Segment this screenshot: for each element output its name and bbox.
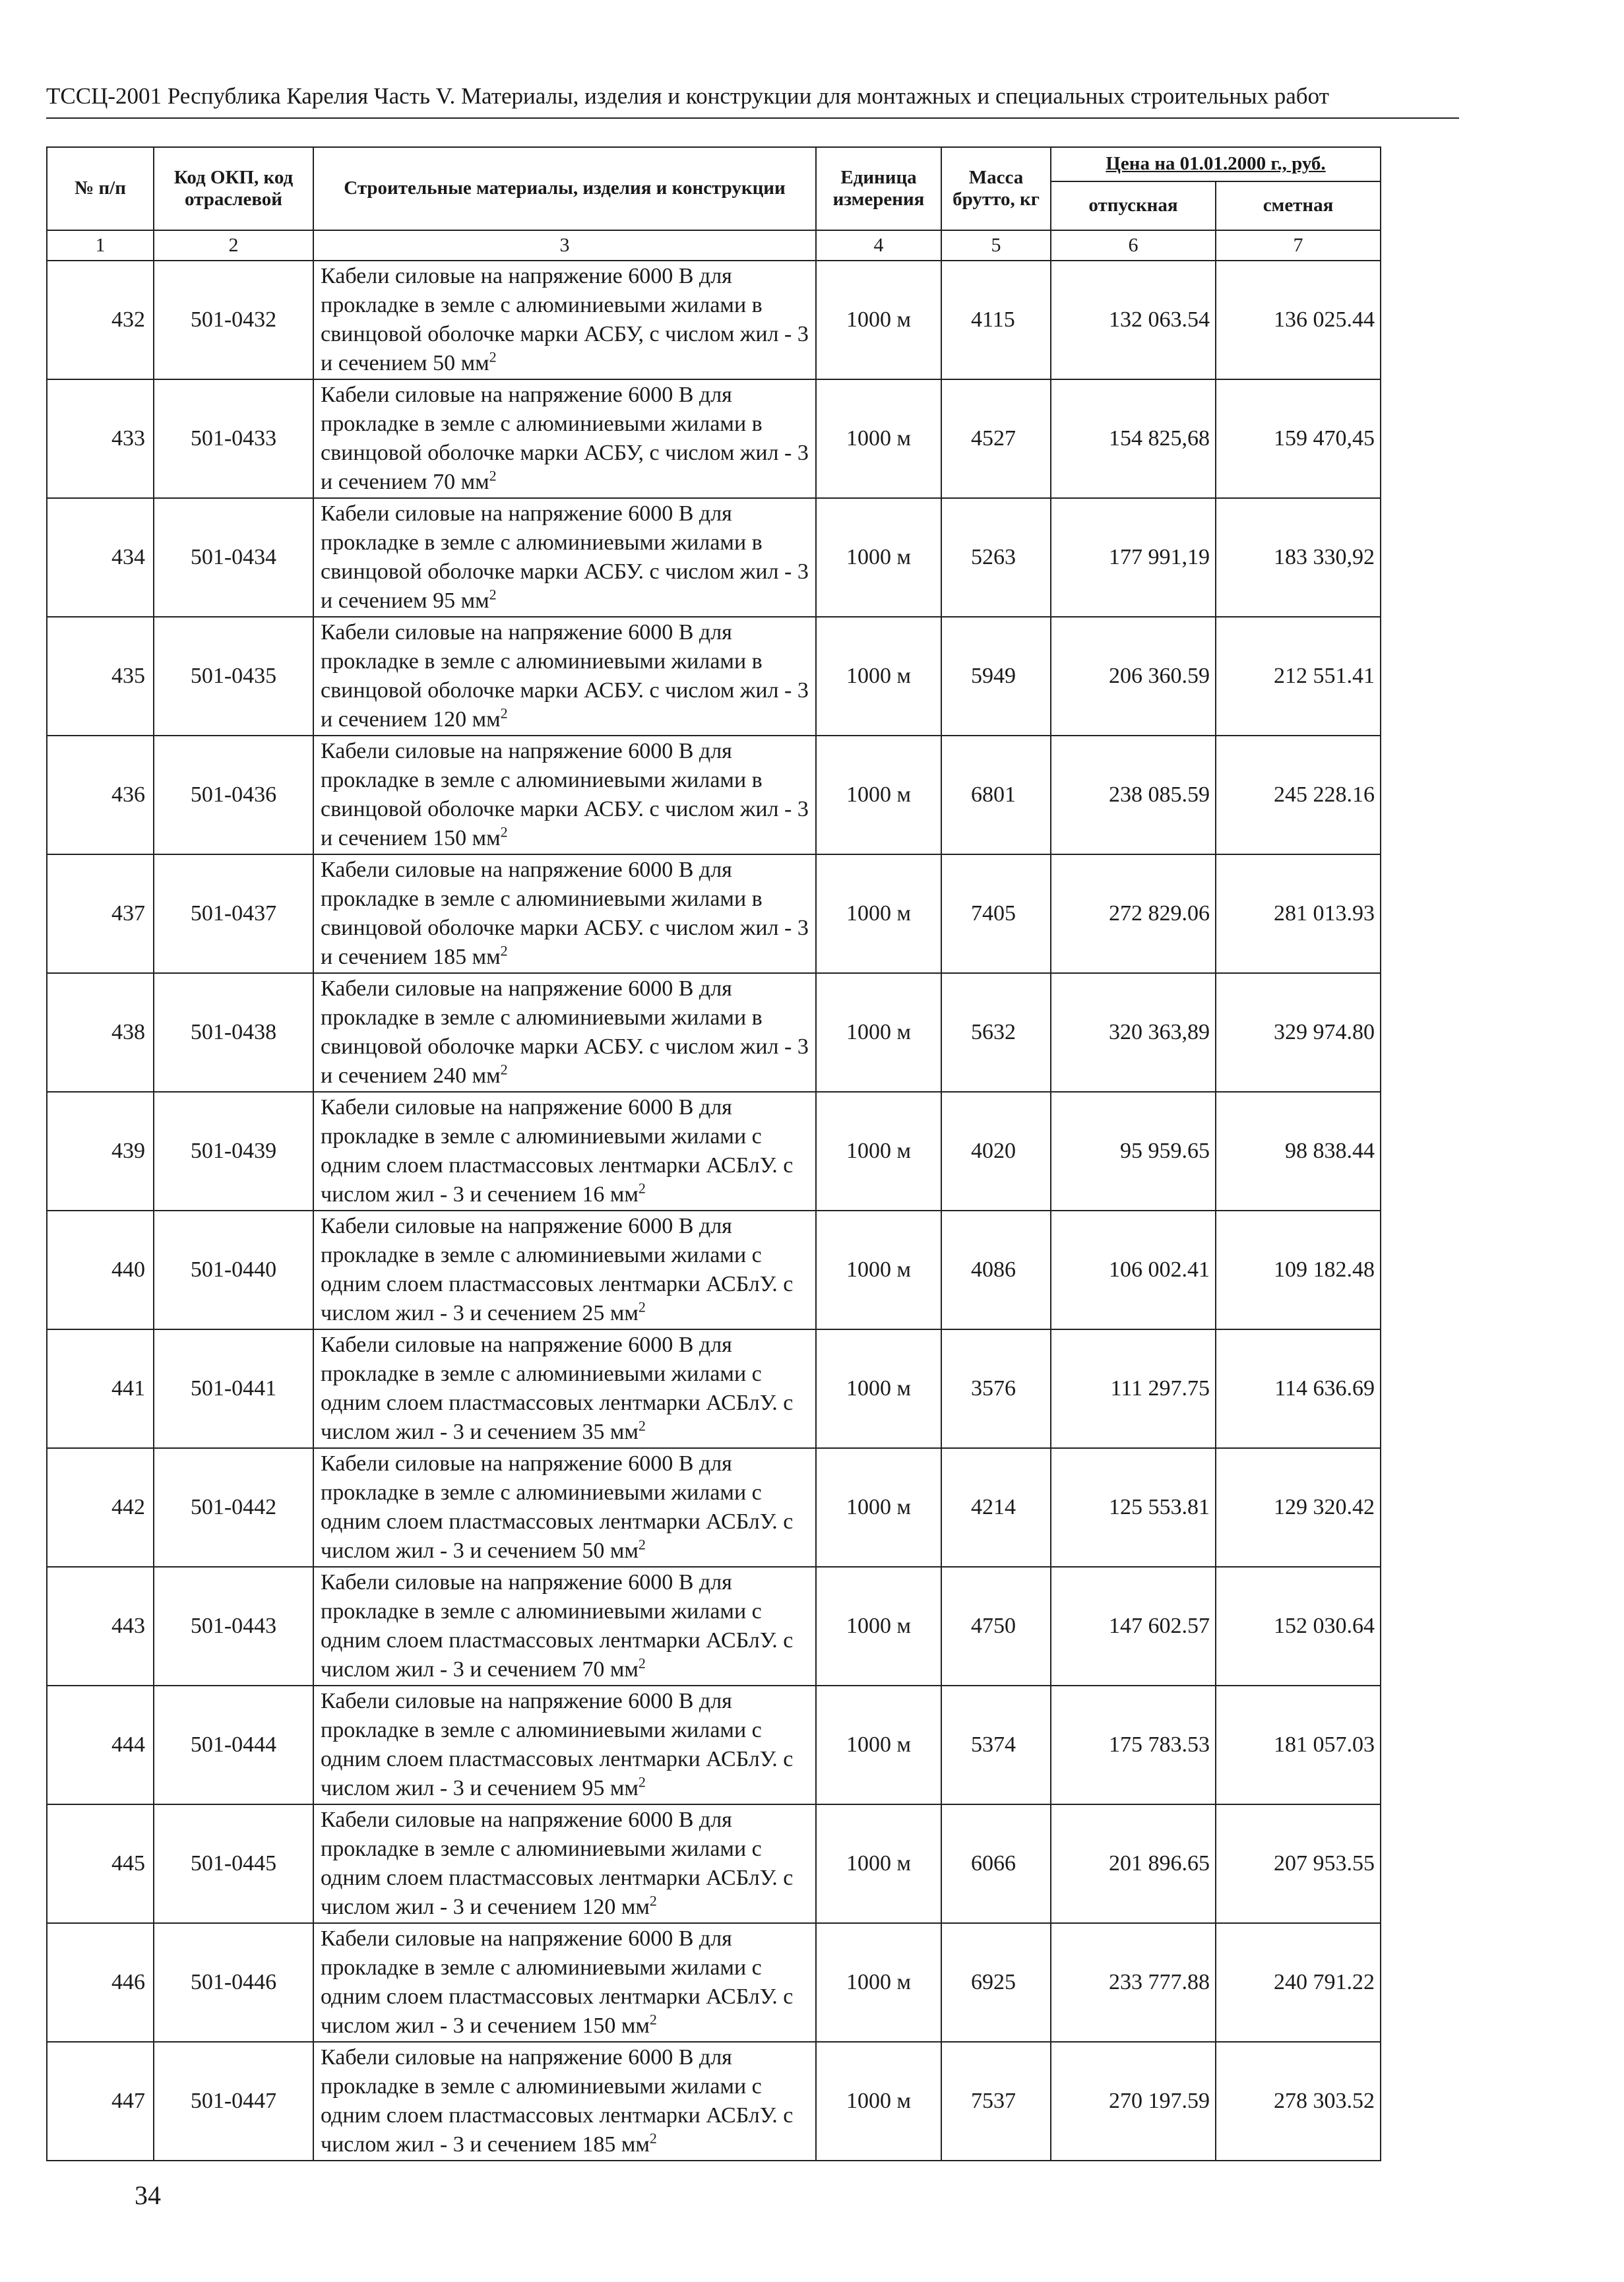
cell-number: 445 [47, 1804, 154, 1923]
table-row [47, 379, 1381, 498]
description-text: Кабели силовые на напряжение 6000 В для прокладке в земле с алюминиевыми жилами в свинцовой оболочке марки АСБУ. с числом жил - 3 и сечением 185 мм [321, 858, 809, 969]
cell-description [313, 1329, 816, 1448]
superscript-squared: 2 [500, 705, 508, 722]
superscript-squared: 2 [638, 1773, 646, 1791]
description-text: Кабели силовые на напряжение 6000 В для прокладке в земле с алюминиевыми жилами в свинцовой оболочке марки АСБУ. с числом жил - 3 и сечением 150 мм [321, 739, 809, 850]
cell-unit: 1000 м [816, 973, 941, 1092]
superscript-squared: 2 [649, 2130, 657, 2147]
description-text: Кабели силовые на напряжение 6000 В для прокладке в земле с алюминиевыми жилами с одним слоем пластмассовых лентмарки АСБлУ. с числом жил - 3 и сечением 35 мм [321, 1333, 794, 1444]
cell-unit: 1000 м [816, 261, 941, 379]
cell-mass: 6925 [941, 1923, 1051, 2042]
column-number: 3 [313, 230, 816, 261]
cell-price-estimate: 98 838.44 [1216, 1092, 1381, 1211]
superscript-squared: 2 [649, 2011, 657, 2028]
cell-mass: 7405 [941, 854, 1051, 973]
cell-price-estimate: 109 182.48 [1216, 1211, 1381, 1329]
col-header-price-estimate: сметная [1216, 181, 1381, 230]
column-number-row [47, 230, 1381, 261]
cell-price-release: 177 991,19 [1051, 498, 1216, 617]
table-row [47, 1092, 1381, 1211]
cell-unit: 1000 м [816, 1448, 941, 1567]
cell-unit: 1000 м [816, 379, 941, 498]
cell-mass: 6801 [941, 736, 1051, 854]
cell-okp-code: 501-0439 [154, 1092, 313, 1211]
cell-number: 446 [47, 1923, 154, 2042]
description-text: Кабели силовые на напряжение 6000 В для прокладке в земле с алюминиевыми жилами с одним слоем пластмассовых лентмарки АСБлУ. с числом жил - 3 и сечением 16 мм [321, 1095, 794, 1207]
cell-number: 432 [47, 261, 154, 379]
cell-mass: 5632 [941, 973, 1051, 1092]
cell-number: 440 [47, 1211, 154, 1329]
cell-price-release: 154 825,68 [1051, 379, 1216, 498]
cell-unit: 1000 м [816, 498, 941, 617]
description-text: Кабели силовые на напряжение 6000 В для прокладке в земле с алюминиевыми жилами с одним слоем пластмассовых лентмарки АСБлУ. с числом жил - 3 и сечением 50 мм [321, 1451, 794, 1563]
cell-price-release: 111 297.75 [1051, 1329, 1216, 1448]
cell-price-estimate: 207 953.55 [1216, 1804, 1381, 1923]
cell-mass: 5949 [941, 617, 1051, 736]
column-number: 4 [816, 230, 941, 261]
header-divider [46, 117, 1459, 119]
description-text: Кабели силовые на напряжение 6000 В для прокладке в земле с алюминиевыми жилами с одним слоем пластмассовых лентмарки АСБлУ. с числом жил - 3 и сечением 70 мм [321, 1570, 794, 1682]
col-header-n: № п/п [47, 147, 154, 230]
cell-price-release: 95 959.65 [1051, 1092, 1216, 1211]
page-number: 34 [135, 2180, 161, 2210]
cell-number: 447 [47, 2042, 154, 2161]
col-header-unit: Единица измерения [816, 147, 941, 230]
cell-mass: 3576 [941, 1329, 1051, 1448]
description-text: Кабели силовые на напряжение 6000 В для прокладке в земле с алюминиевыми жилами с одним слоем пластмассовых лентмарки АСБлУ. с числом жил - 3 и сечением 95 мм [321, 1689, 794, 1800]
description-text: Кабели силовые на напряжение 6000 В для прокладке в земле с алюминиевыми жилами с одним слоем пластмассовых лентмарки АСБлУ. с числом жил - 3 и сечением 150 мм [321, 1926, 794, 2038]
description-text: Кабели силовые на напряжение 6000 В для прокладке в земле с алюминиевыми жилами с одним слоем пластмассовых лентмарки АСБлУ. с числом жил - 3 и сечением 185 мм [321, 2045, 794, 2157]
cell-mass: 6066 [941, 1804, 1051, 1923]
cell-price-estimate: 152 030.64 [1216, 1567, 1381, 1686]
cell-price-estimate: 114 636.69 [1216, 1329, 1381, 1448]
cell-price-estimate: 278 303.52 [1216, 2042, 1381, 2161]
description-text: Кабели силовые на напряжение 6000 В для прокладке в земле с алюминиевыми жилами в свинцовой оболочке марки АСБУ, с числом жил - 3 и сечением 50 мм [321, 264, 809, 375]
cell-number: 444 [47, 1686, 154, 1804]
superscript-squared: 2 [489, 467, 497, 484]
cell-price-release: 320 363,89 [1051, 973, 1216, 1092]
cell-okp-code: 501-0442 [154, 1448, 313, 1567]
col-header-mass: Масса брутто, кг [941, 147, 1051, 230]
superscript-squared: 2 [500, 823, 508, 840]
column-number: 1 [47, 230, 154, 261]
table-row [47, 1567, 1381, 1686]
description-text: Кабели силовые на напряжение 6000 В для прокладке в земле с алюминиевыми жилами в свинцовой оболочке марки АСБУ. с числом жил - 3 и сечением 240 мм [321, 976, 809, 1088]
cell-price-estimate: 183 330,92 [1216, 498, 1381, 617]
col-header-desc: Строительные материалы, изделия и конструкции [313, 147, 816, 230]
superscript-squared: 2 [638, 1655, 646, 1672]
cell-unit: 1000 м [816, 1686, 941, 1804]
cell-price-release: 206 360.59 [1051, 617, 1216, 736]
cell-price-estimate: 245 228.16 [1216, 736, 1381, 854]
superscript-squared: 2 [638, 1417, 646, 1434]
description-text: Кабели силовые на напряжение 6000 В для прокладке в земле с алюминиевыми жилами в свинцовой оболочке марки АСБУ. с числом жил - 3 и сечением 120 мм [321, 620, 809, 732]
cell-description [313, 1923, 816, 2042]
col-header-price-group: Цена на 01.01.2000 г., руб. [1051, 147, 1381, 181]
cell-price-release: 132 063.54 [1051, 261, 1216, 379]
cell-number: 434 [47, 498, 154, 617]
superscript-squared: 2 [638, 1298, 646, 1315]
cell-okp-code: 501-0441 [154, 1329, 313, 1448]
table-row [47, 1448, 1381, 1567]
column-number: 5 [941, 230, 1051, 261]
cell-okp-code: 501-0440 [154, 1211, 313, 1329]
cell-mass: 4020 [941, 1092, 1051, 1211]
cell-description [313, 1804, 816, 1923]
cell-description [313, 2042, 816, 2161]
cell-number: 433 [47, 379, 154, 498]
cell-price-release: 175 783.53 [1051, 1686, 1216, 1804]
cell-okp-code: 501-0437 [154, 854, 313, 973]
cell-price-estimate: 281 013.93 [1216, 854, 1381, 973]
table-row [47, 736, 1381, 854]
cell-mass: 4527 [941, 379, 1051, 498]
table-row [47, 1211, 1381, 1329]
table-row [47, 617, 1381, 736]
superscript-squared: 2 [649, 1892, 657, 1909]
cell-unit: 1000 м [816, 854, 941, 973]
cell-price-estimate: 181 057.03 [1216, 1686, 1381, 1804]
cell-description [313, 498, 816, 617]
cell-unit: 1000 м [816, 736, 941, 854]
cell-number: 438 [47, 973, 154, 1092]
cell-price-release: 238 085.59 [1051, 736, 1216, 854]
cell-price-estimate: 129 320.42 [1216, 1448, 1381, 1567]
superscript-squared: 2 [500, 942, 508, 959]
cell-mass: 4115 [941, 261, 1051, 379]
table-row [47, 1923, 1381, 2042]
col-header-price-release: отпускная [1051, 181, 1216, 230]
cell-unit: 1000 м [816, 1567, 941, 1686]
cell-description [313, 1686, 816, 1804]
cell-okp-code: 501-0443 [154, 1567, 313, 1686]
cell-mass: 5374 [941, 1686, 1051, 1804]
cell-price-release: 272 829.06 [1051, 854, 1216, 973]
cell-mass: 4086 [941, 1211, 1051, 1329]
table-row [47, 2042, 1381, 2161]
cell-price-estimate: 240 791.22 [1216, 1923, 1381, 2042]
cell-price-release: 270 197.59 [1051, 2042, 1216, 2161]
description-text: Кабели силовые на напряжение 6000 В для прокладке в земле с алюминиевыми жилами в свинцовой оболочке марки АСБУ. с числом жил - 3 и сечением 95 мм [321, 501, 809, 613]
cell-unit: 1000 м [816, 1923, 941, 2042]
cell-number: 437 [47, 854, 154, 973]
description-text: Кабели силовые на напряжение 6000 В для прокладке в земле с алюминиевыми жилами с одним слоем пластмассовых лентмарки АСБлУ. с числом жил - 3 и сечением 120 мм [321, 1808, 794, 1919]
cell-description [313, 379, 816, 498]
cell-okp-code: 501-0433 [154, 379, 313, 498]
cell-number: 436 [47, 736, 154, 854]
cell-unit: 1000 м [816, 1092, 941, 1211]
cell-description [313, 1092, 816, 1211]
price-table [46, 146, 1381, 2161]
cell-price-estimate: 212 551.41 [1216, 617, 1381, 736]
cell-mass: 5263 [941, 498, 1051, 617]
superscript-squared: 2 [638, 1536, 646, 1553]
table-row [47, 854, 1381, 973]
description-text: Кабели силовые на напряжение 6000 В для прокладке в земле с алюминиевыми жилами в свинцовой оболочке марки АСБУ, с числом жил - 3 и сечением 70 мм [321, 383, 809, 494]
cell-price-release: 201 896.65 [1051, 1804, 1216, 1923]
cell-description [313, 1448, 816, 1567]
cell-unit: 1000 м [816, 617, 941, 736]
cell-description [313, 261, 816, 379]
table-row [47, 973, 1381, 1092]
table-row [47, 1804, 1381, 1923]
table-row [47, 261, 1381, 379]
cell-description [313, 1211, 816, 1329]
cell-number: 441 [47, 1329, 154, 1448]
cell-description [313, 973, 816, 1092]
superscript-squared: 2 [489, 348, 497, 365]
cell-description [313, 617, 816, 736]
cell-price-release: 147 602.57 [1051, 1567, 1216, 1686]
cell-unit: 1000 м [816, 1329, 941, 1448]
superscript-squared: 2 [489, 586, 497, 603]
cell-description [313, 1567, 816, 1686]
cell-price-release: 106 002.41 [1051, 1211, 1216, 1329]
cell-number: 443 [47, 1567, 154, 1686]
cell-price-estimate: 329 974.80 [1216, 973, 1381, 1092]
cell-description [313, 854, 816, 973]
table-row [47, 498, 1381, 617]
superscript-squared: 2 [638, 1180, 646, 1197]
column-number: 7 [1216, 230, 1381, 261]
cell-unit: 1000 м [816, 1804, 941, 1923]
cell-okp-code: 501-0445 [154, 1804, 313, 1923]
cell-price-release: 125 553.81 [1051, 1448, 1216, 1567]
cell-mass: 7537 [941, 2042, 1051, 2161]
column-number: 6 [1051, 230, 1216, 261]
table-row [47, 1686, 1381, 1804]
cell-okp-code: 501-0444 [154, 1686, 313, 1804]
cell-mass: 4214 [941, 1448, 1051, 1567]
column-number: 2 [154, 230, 313, 261]
cell-okp-code: 501-0447 [154, 2042, 313, 2161]
cell-number: 442 [47, 1448, 154, 1567]
cell-unit: 1000 м [816, 1211, 941, 1329]
cell-number: 439 [47, 1092, 154, 1211]
cell-okp-code: 501-0432 [154, 261, 313, 379]
cell-okp-code: 501-0446 [154, 1923, 313, 2042]
superscript-squared: 2 [500, 1061, 508, 1078]
table-row [47, 1329, 1381, 1448]
cell-okp-code: 501-0435 [154, 617, 313, 736]
cell-price-estimate: 159 470,45 [1216, 379, 1381, 498]
cell-unit: 1000 м [816, 2042, 941, 2161]
cell-price-estimate: 136 025.44 [1216, 261, 1381, 379]
col-header-code: Код ОКП, код отраслевой [154, 147, 313, 230]
cell-price-release: 233 777.88 [1051, 1923, 1216, 2042]
cell-description [313, 736, 816, 854]
cell-mass: 4750 [941, 1567, 1051, 1686]
description-text: Кабели силовые на напряжение 6000 В для прокладке в земле с алюминиевыми жилами с одним слоем пластмассовых лентмарки АСБлУ. с числом жил - 3 и сечением 25 мм [321, 1214, 794, 1325]
running-header: ТССЦ-2001 Республика Карелия Часть V. Материалы, изделия и конструкции для монтажных и специальных строительных работ [46, 83, 1329, 109]
cell-okp-code: 501-0434 [154, 498, 313, 617]
cell-okp-code: 501-0436 [154, 736, 313, 854]
cell-number: 435 [47, 617, 154, 736]
cell-okp-code: 501-0438 [154, 973, 313, 1092]
